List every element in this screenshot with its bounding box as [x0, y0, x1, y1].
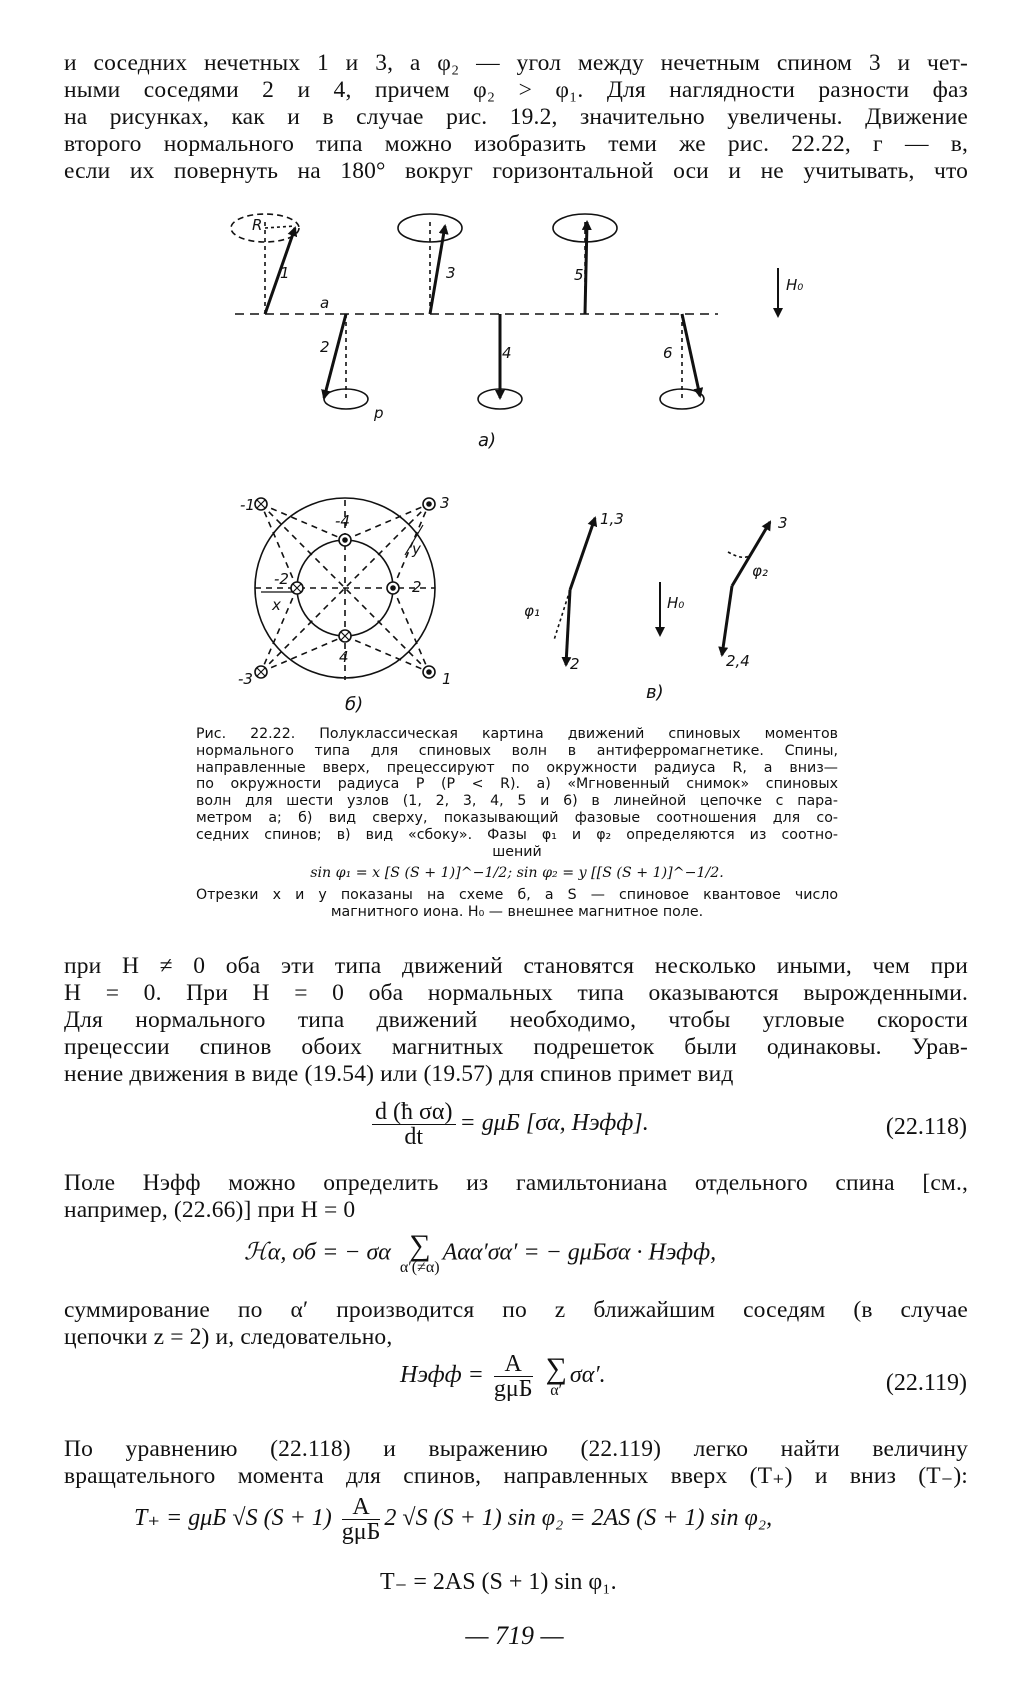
label-outer-1: 1: [442, 670, 452, 688]
equation-hamiltonian: [244, 1229, 717, 1276]
label-inner-4: 4: [339, 648, 349, 666]
label-y: y: [412, 540, 421, 558]
caption-line: нормального типа для спиновых волн в антиферромагнетике. Спины,: [196, 742, 838, 759]
text-line: на рисунках, как и в случае рис. 19.2, значительно увеличены. Движение: [64, 104, 968, 130]
text-line: и соседних нечетных 1 и 3, а φ₂ — угол между нечетным спином 3 и чет-: [64, 50, 968, 76]
text-line: H = 0. При H = 0 оба нормальных типа оказываются вырожденными.: [64, 980, 968, 1006]
text-line: вращательного момента для спинов, направленных вверх (T₊) и вниз (T₋):: [64, 1463, 968, 1489]
tplus-den: gμБ: [341, 1519, 381, 1545]
caption-line: шений: [492, 843, 542, 860]
label-inner-2: 2: [412, 578, 422, 596]
label-a: a: [320, 294, 330, 312]
label-inner-m2: -2: [274, 570, 289, 588]
page-number: — 719 —: [465, 1621, 564, 1650]
equation-t-minus: T₋ = 2AS (S + 1) sin φ₁.: [380, 1569, 617, 1595]
caption-line: седних спинов; в) вид «сбоку». Фазы φ₁ и φ₂ определяются из соотно-: [196, 826, 838, 843]
eq118-num: d (ħ σα): [372, 1100, 456, 1125]
text-line: суммирование по α′ производится по z ближайшим соседям (в случае: [64, 1297, 968, 1323]
label-c-phi1: φ₁: [524, 602, 540, 620]
caption-line: Рис. 22.22. Полуклассическая картина движений спиновых моментов: [196, 726, 838, 742]
ham-sum-sub: α′(≠α): [399, 1259, 440, 1276]
caption-line: по окружности радиуса P (P < R). а) «Мгновенный снимок» спиновых: [196, 776, 838, 793]
sum-paragraph: [64, 1297, 968, 1351]
text-line: при H ≠ 0 оба эти типа движений становятся несколько иными, чем при: [64, 953, 968, 979]
label-c-phi2: φ₂: [752, 562, 768, 580]
middle-paragraph: [64, 953, 968, 1088]
label-spin-5: 5: [574, 266, 584, 284]
tplus-b: 2 √S (S + 1) sin φ₂ = 2AS (S + 1) sin φ₂,: [384, 1505, 773, 1532]
ham-lhs: ℋα, об = − σα: [244, 1239, 391, 1266]
label-p: p: [374, 404, 384, 422]
panel-label-b: б): [345, 694, 364, 715]
text-line: второго нормального типа можно изобразить теми же рис. 22.22, г — в,: [64, 131, 968, 157]
equation-22-119: [400, 1352, 606, 1401]
label-c-H0: H₀: [667, 594, 685, 612]
equation-t-plus: [134, 1495, 772, 1544]
text-line: цепочки z = 2) и, следовательно,: [64, 1324, 393, 1350]
eq119-rhs: σα′.: [569, 1362, 606, 1389]
eq118-rhs: = gμБ [σα, Hэфф].: [459, 1110, 649, 1137]
caption-formula: sin φ₁ = x [S (S + 1)]^−1/2; sin φ₂ = y [[S (S + 1)]^−1/2.: [310, 865, 724, 882]
figure-caption: [196, 726, 838, 921]
text-line: если их повернуть на 180° вокруг горизонтальной оси и не учитывать, что: [64, 158, 968, 184]
label-inner-m4: -4: [335, 512, 350, 530]
label-c-13: 1,3: [600, 510, 624, 528]
text-line: Поле Hэфф можно определить из гамильтониана отдельного спина [см.,: [64, 1170, 968, 1196]
panel-label-c: в): [646, 682, 664, 703]
text-line: нение движения в виде (19.54) или (19.57) для спинов примет вид: [64, 1061, 734, 1087]
spin-5: [553, 214, 617, 314]
caption-line: магнитного иона. H₀ — внешнее магнитное поле.: [330, 903, 704, 920]
eq119-num: A: [494, 1352, 533, 1377]
equation-22-118: [368, 1100, 649, 1149]
label-spin-6: 6: [663, 344, 673, 362]
eq118-den: dt: [404, 1124, 424, 1150]
label-c-24: 2,4: [726, 652, 750, 670]
panel-c-diagram: [554, 518, 770, 665]
label-spin-1: 1: [280, 264, 290, 282]
label-outer-m1: -1: [240, 496, 255, 514]
label-outer-3: 3: [440, 494, 450, 512]
label-outer-m3: -3: [238, 670, 253, 688]
eq119-den: gμБ: [493, 1376, 533, 1402]
field-paragraph: [64, 1170, 968, 1224]
label-x: x: [272, 596, 281, 614]
eq119-sum-sub: α′: [550, 1381, 563, 1399]
ham-rhs: Aαα′σα′ = − gμБσα · Hэфф,: [442, 1239, 717, 1266]
spin-4: [478, 314, 522, 409]
label-spin-4: 4: [502, 344, 512, 362]
final-paragraph: [64, 1436, 968, 1490]
eq119-lhs: Hэфф =: [400, 1362, 484, 1389]
text-line: По уравнению (22.118) и выражению (22.119) легко найти величину: [64, 1436, 968, 1462]
label-spin-2: 2: [320, 338, 330, 356]
caption-line: направленные вверх, прецессируют по окружности радиуса R, а вниз—: [196, 759, 838, 776]
caption-line: волн для шести узлов (1, 2, 3, 4, 5 и 6) в линейной цепочке с пара-: [196, 793, 838, 810]
text-line: Для нормального типа движений необходимо, чтобы угловые скорости: [64, 1007, 968, 1033]
text-line: например, (22.66)] при H = 0: [64, 1197, 356, 1223]
equation-number-118: (22.118): [885, 1114, 967, 1140]
equation-number-119: (22.119): [885, 1370, 967, 1396]
label-R: R: [252, 216, 263, 234]
text-line: ными соседями 2 и 4, причем φ₂ > φ₁. Для наглядности разности фаз: [64, 77, 968, 103]
spin-2: [324, 314, 368, 409]
label-c-3: 3: [778, 514, 788, 532]
label-c-2: 2: [570, 655, 580, 673]
caption-line: Отрезки x и y показаны на схеме б, а S — спиновое квантовое число: [196, 887, 838, 904]
text-line: прецессии спинов обоих магнитных подрешеток были одинаковы. Урав-: [64, 1034, 968, 1060]
label-spin-3: 3: [446, 264, 456, 282]
label-H0-a: H₀: [786, 276, 804, 294]
panel-label-a: а): [478, 430, 497, 451]
tplus-num: A: [342, 1495, 381, 1520]
sum-sign: ∑: [409, 1229, 431, 1262]
caption-line: метром a; б) вид сверху, показывающий фазовые соотношения для со-: [196, 809, 838, 826]
sum-sign: ∑: [545, 1351, 567, 1385]
figure-22-22: [0, 0, 1029, 720]
tplus-a: T₊ = gμБ √S (S + 1): [134, 1505, 332, 1532]
